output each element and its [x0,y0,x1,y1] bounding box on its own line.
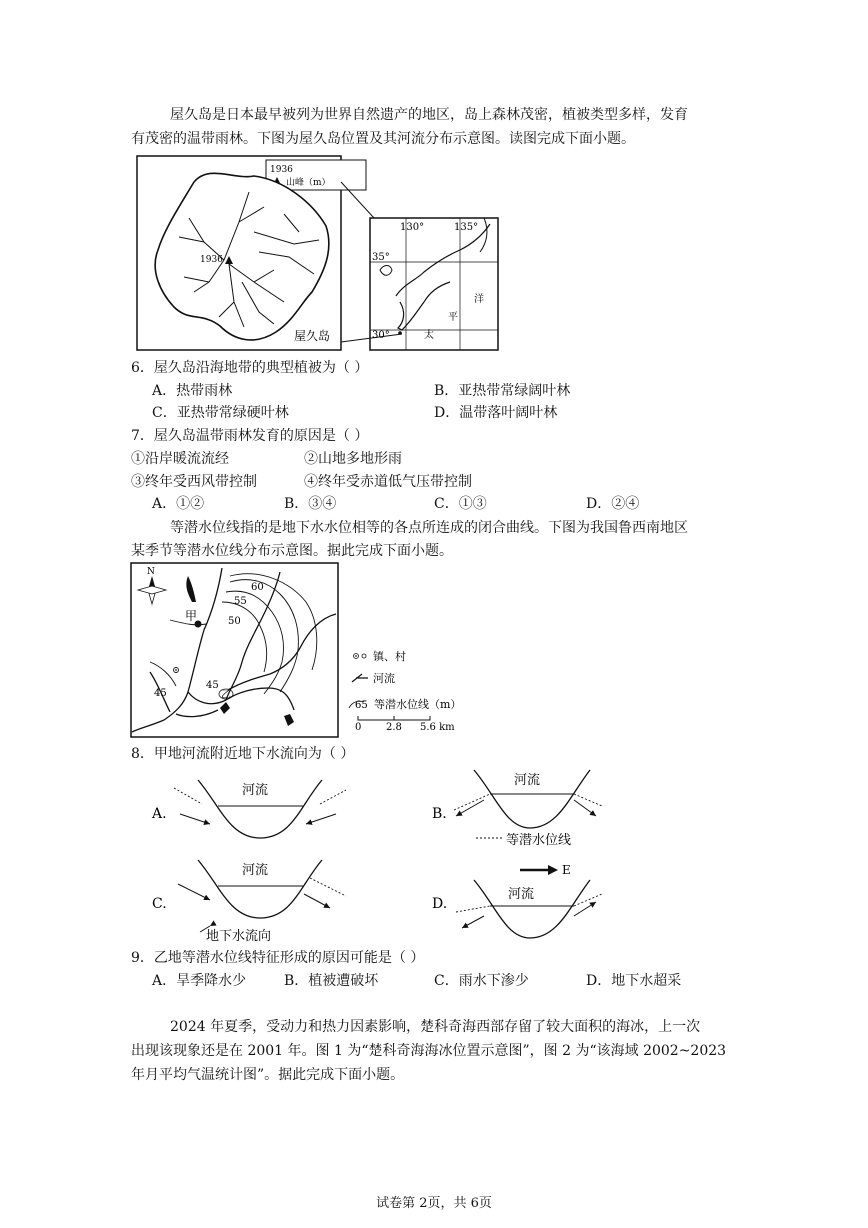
q8-option-d-diagram [432,880,602,938]
sea-char-3: 洋 [474,294,484,305]
village-legend-icon [362,654,366,658]
q8-b-letter: B. [432,806,447,822]
q7-statement-2: ②山地多地形雨 [304,451,402,467]
sea-char-1: 太 [424,330,434,341]
east-arrow-icon [520,863,571,877]
intro1-line1: 屋久岛是日本最早被列为世界自然遗产的地区，岛上森林茂密，植被类型多样，发育 [170,107,688,123]
q7-option-d[interactable]: D．②④ [586,496,640,512]
contour-50-label: 50 [228,616,241,627]
lon-130-label: 130° [400,222,425,233]
q9-option-c[interactable]: C．雨水下渗少 [434,973,529,989]
q9-stem: 9．乙地等潜水位线特征形成的原因可能是（ ） [131,950,425,966]
contour-55-label: 55 [234,596,247,607]
lon-135-label: 135° [454,222,479,233]
scale-end: 5.6 km [420,722,455,733]
q8-stem: 8．甲地河流附近地下水流向为（ ） [131,746,355,762]
contour-45-label-a: 45 [154,688,167,699]
q7-statement-3: ③终年受西风带控制 [131,474,257,490]
q8-a-letter: A. [152,806,167,822]
intro3-line2: 出现该现象还是在 2001 年。图 1 为“楚科奇海海冰位置示意图”，图 2 为“该海域 2002~2023 [131,1043,727,1059]
river-legend-icon [352,674,368,682]
island-outline [155,173,329,340]
east-label: E [562,863,571,877]
scale-bar [358,716,430,720]
q8-b-river: 河流 [514,773,541,788]
legend-label: 山峰（m） [286,178,331,188]
q7-statement-1: ①沿岸暖流流经 [131,451,229,467]
q6-option-d[interactable]: D．温带落叶阔叶林 [434,405,558,421]
yakushima-dot [398,331,402,335]
contour-45-label-b: 45 [206,680,219,691]
peak-label: 1936 [200,255,223,265]
legend-river-label: 河流 [373,672,395,685]
sea-char-2: 平 [448,312,458,323]
q7-option-a[interactable]: A．①② [152,496,205,512]
legend-town-label: 镇、村 [373,650,406,663]
yi-label: 乙 [221,690,231,701]
intro3-line3: 年月平均气温统计图”。据此完成下面小题。 [131,1067,405,1083]
legend-contour-number: 65 [355,700,368,711]
q8-option-b-diagram [432,770,602,848]
q7-statement-4: ④终年受赤道低气压带控制 [304,474,472,490]
contour-lines [150,574,317,694]
q8-options-diagram [150,766,630,946]
q8-d-river: 河流 [508,887,535,902]
intro3-line1: 2024 年夏季，受动力和热力因素影响，楚科奇海西部存留了较大面积的海冰，上一次 [170,1019,701,1035]
lake-mid [220,702,230,714]
q8-option-a-diagram [151,780,346,838]
intro1-line2: 有茂密的温带雨林。下图为屋久岛位置及其河流分布示意图。读图完成下面小题。 [131,131,635,147]
q8-option-c-diagram [152,860,346,944]
q8-d-letter: D. [432,896,448,912]
lake-north [186,576,196,602]
legend-contour-label: 等潜水位线（m） [374,698,462,711]
q7-stem: 7．屋久岛温带雨林发育的原因是（ ） [131,428,369,444]
north-arrow-icon [138,567,166,604]
intro2-line2: 某季节等潜水位线分布示意图。据此完成下面小题。 [131,543,453,559]
q9-option-d[interactable]: D．地下水超采 [586,973,682,989]
north-label: N [147,567,155,577]
lat-30-label: 30° [372,330,390,341]
q9-option-a[interactable]: A．旱季降水少 [152,973,247,989]
q8-contour-label: 等潜水位线 [506,833,572,848]
q9-option-b[interactable]: B．植被遭破坏 [284,973,379,989]
lat-35-label: 35° [372,252,390,263]
island-name: 屋久岛 [294,329,331,343]
scale-mid: 2.8 [386,722,402,733]
q8-c-letter: C. [152,896,167,912]
q6-option-a[interactable]: A．热带雨林 [152,383,233,399]
map2-legend [349,649,461,733]
yakushima-map [134,152,502,354]
page-footer: 试卷第 2页，共 6页 [376,1196,492,1211]
q8-a-river: 河流 [242,783,269,798]
groundwater-map [130,562,475,740]
q7-option-b[interactable]: B．③④ [284,496,337,512]
intro2-line1: 等潜水位线指的是地下水水位相等的各点所连成的闭合曲线。下图为我国鲁西南地区 [170,520,688,536]
contour-60-label: 60 [251,582,264,593]
q6-stem: 6．屋久岛沿海地带的典型植被为（ ） [131,360,369,376]
q6-option-b[interactable]: B．亚热带常绿阔叶林 [434,383,571,399]
q7-option-c[interactable]: C．①③ [434,496,487,512]
q6-option-c[interactable]: C．亚热带常绿硬叶林 [152,405,289,421]
rivers [132,568,336,732]
jia-label: 甲 [185,609,198,623]
q8-c-river: 河流 [242,863,269,878]
lake-south [284,714,294,726]
legend-number: 1936 [270,165,293,175]
q8-flow-label: 地下水流向 [206,929,272,944]
scale-0: 0 [355,722,362,733]
